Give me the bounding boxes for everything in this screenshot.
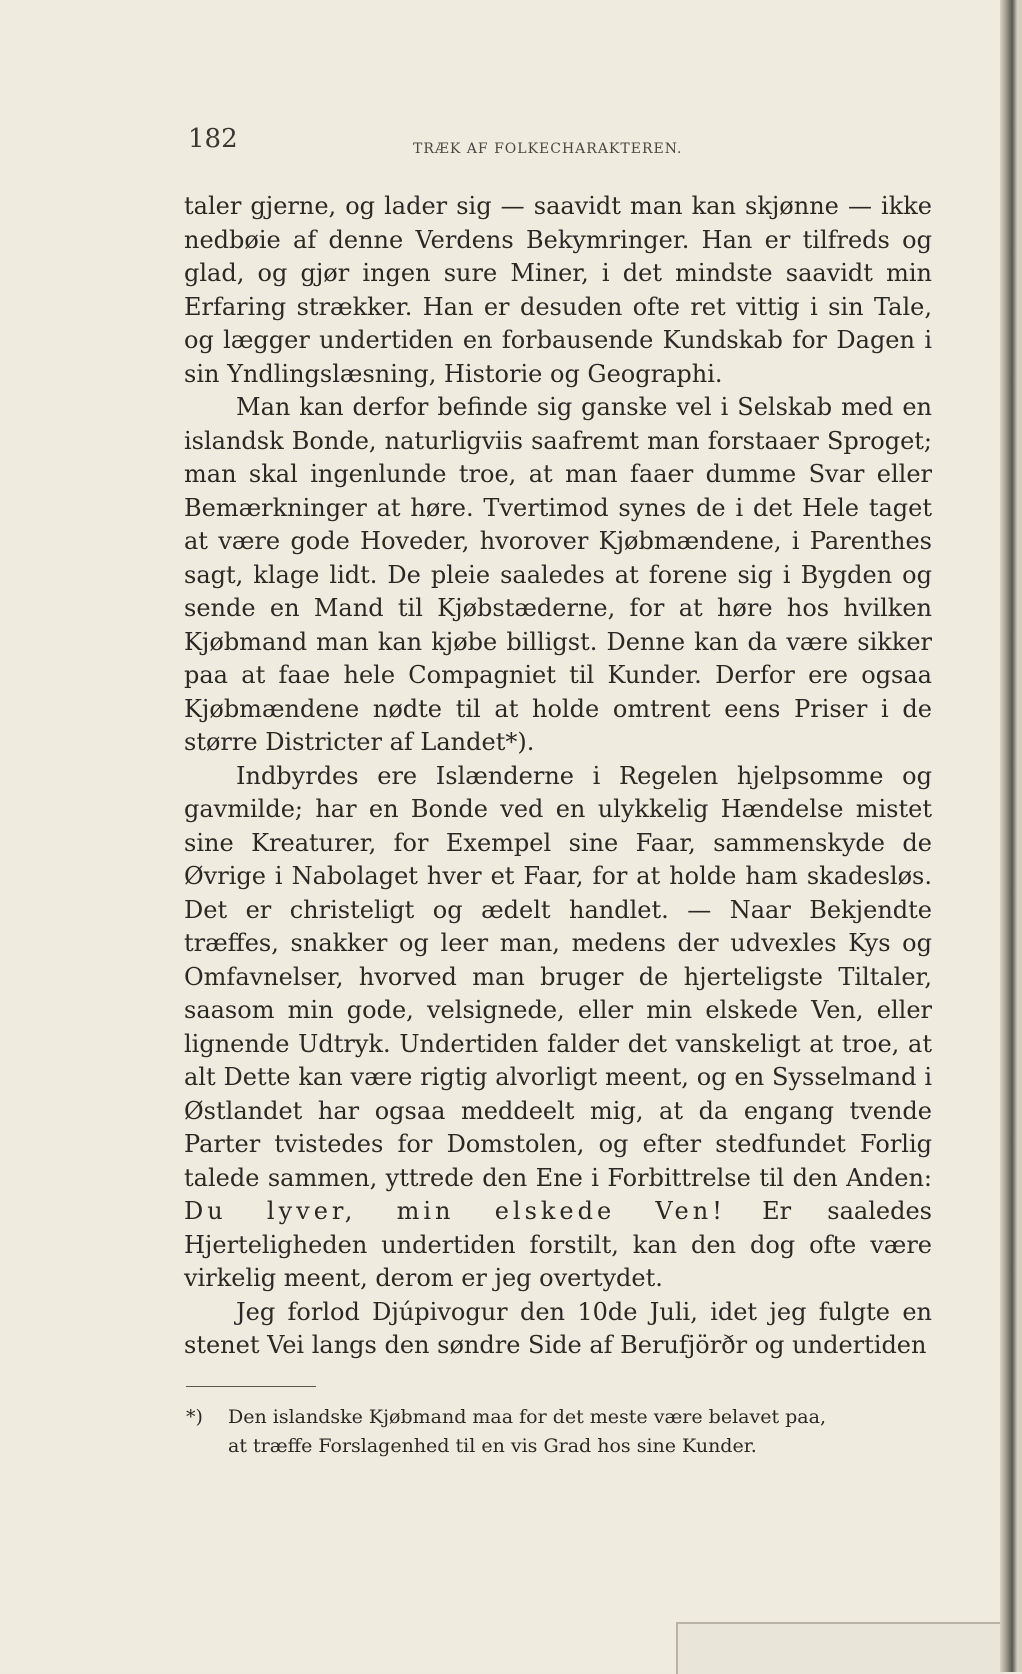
paragraph-2: Man kan derfor befinde sig ganske vel i Selskab med en islandsk Bonde, naturligviis saafremt man forstaaer Sproget; man skal ingenlunde troe, at man faaer dumme Svar eller Bemærkninger at høre. Tvertimod synes de i det Hele taget at være gode Hoveder, hvorover Kjøbmændene, i Parenthes sagt, klage lidt. De pleie saaledes at forene sig i Bygden og sende en Mand til Kjøbstæderne, for at høre hos hvilken Kjøbmand man kan kjøbe billigst. Denne kan da være sikker paa at faae hele Compagniet til Kunder. Derfor ere ogsaa Kjøbmændene nødte til at holde omtrent eens Priser i de større Districter af Landet*).: [184, 393, 932, 756]
footnote: [186, 1403, 926, 1461]
page-tab-shadow: [676, 1622, 1004, 1674]
paragraph-3-text-a: Indbyrdes ere Islænderne i Regelen hjelpsomme og gavmilde; har en Bonde ved en ulykkelig Hændelse mistet sine Kreaturer, for Exempel sine Faar, sammenskyde de Øvrige i Nabolaget hver et Faar, for at holde ham skadesløs. Det er christeligt og ædelt handlet. — Naar Bekjendte træffes, snakker og leer man, medens der udvexles Kys og Omfavnelser, hvorved man bruger de hjerteligste Tiltaler, saasom min gode, velsignede, eller min elskede Ven, eller lignende Udtryk. Undertiden falder det vanskeligt at troe, at alt Dette kan være rigtig alvorligt meent, og en Sysselmand i Østlandet har ogsaa meddeelt mig, at da engang tvende Parter tvistedes for Domstolen, og efter stedfundet Forlig talede sammen, yttrede den Ene i Forbittrelse til den Anden:: [184, 761, 932, 1192]
paragraph-1: taler gjerne, og lader sig — saavidt man kan skjønne — ikke nedbøie af denne Verdens Bekymringer. Han er tilfreds og glad, og gjør ingen sure Miner, i det mindste saavidt min Erfaring strækker. Han er desuden ofte ret vittig i sin Tale, og lægger undertiden en forbausende Kundskab for Dagen i sin Yndlingslæsning, Historie og Geographi.: [184, 192, 932, 388]
body-text: [184, 190, 932, 1363]
page-edge: [1000, 0, 1022, 1672]
running-head: TRÆK AF FOLKECHARAKTEREN.: [413, 141, 683, 157]
footnote-line-2: at træffe Forslagenhed til en vis Grad hos sine Kunder.: [228, 1435, 757, 1457]
footnote-mark: *): [186, 1406, 203, 1428]
footnote-divider: [186, 1386, 316, 1387]
paragraph-4: Jeg forlod Djúpivogur den 10de Juli, idet jeg fulgte en stenet Vei langs den søndre Side af Berufjörðr og undertiden: [184, 1297, 932, 1359]
emphasized-quote: Du lyver, min elskede Ven!: [184, 1197, 726, 1225]
paragraph-3: [184, 760, 932, 1296]
page-number: 182: [188, 124, 238, 154]
paragraph-3-text-b: Er saaledes Hjerteligheden undertiden forstilt, kan den dog ofte være virkelig meent, derom er jeg overtydet.: [184, 1197, 932, 1292]
page-header: [188, 124, 928, 164]
footnote-line-1: Den islandske Kjøbmand maa for det meste være belavet paa,: [228, 1406, 826, 1428]
